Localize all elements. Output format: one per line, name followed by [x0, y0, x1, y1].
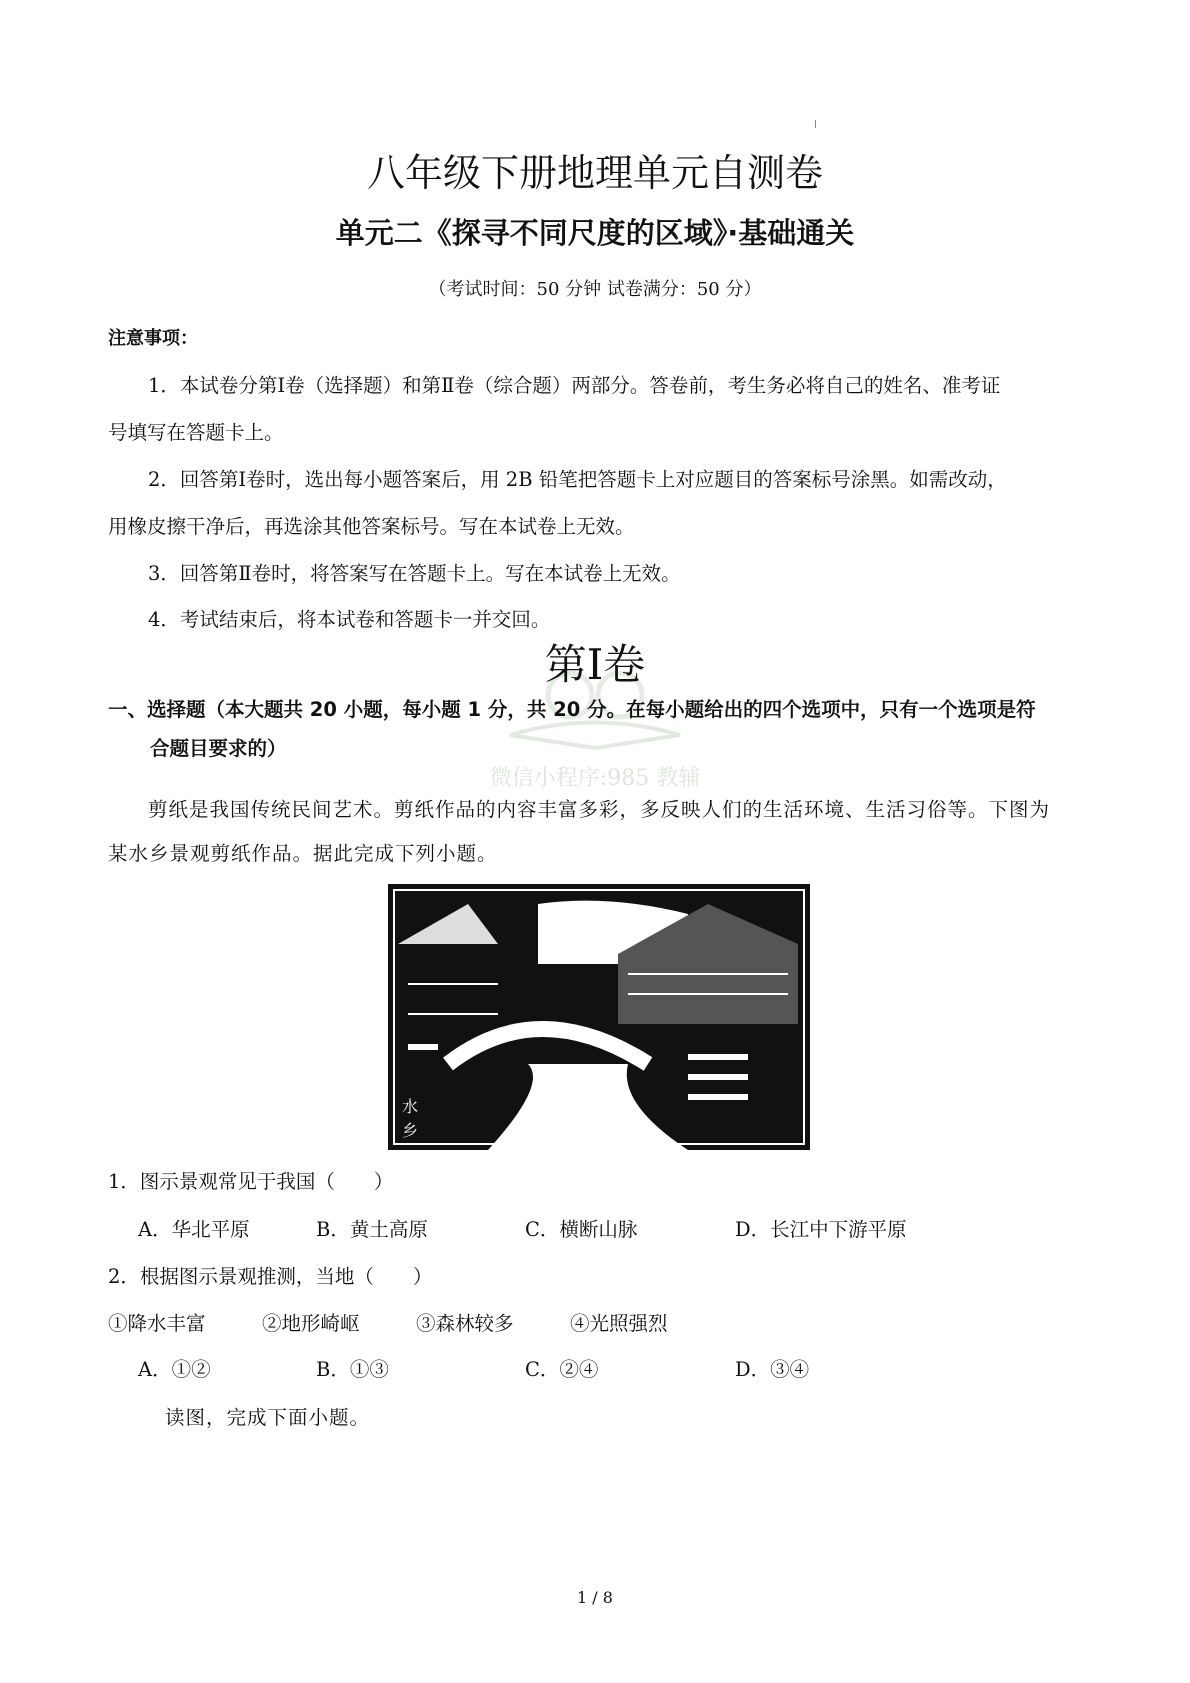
option-a[interactable]: A．华北平原: [138, 1218, 250, 1241]
section-heading-cont: 合题目要求的）: [150, 737, 287, 760]
next-prompt: 读图，完成下面小题。: [165, 1406, 371, 1429]
note-line: 2．回答第Ⅰ卷时，选出每小题答案后，用 2B 铅笔把答题卡上对应题目的答案标号涂黑。如需改动，: [148, 468, 1007, 491]
papercut-caption: 水: [402, 1097, 419, 1116]
note-line: 号填写在答题卡上。: [108, 421, 284, 444]
note-line: 3．回答第Ⅱ卷时，将答案写在答题卡上。写在本试卷上无效。: [148, 562, 681, 585]
question-1-options: [0, 1218, 1190, 1248]
note-line: 用橡皮擦干净后，再选涂其他答案标号。写在本试卷上无效。: [108, 515, 635, 538]
exam-info: （考试时间：50 分钟 试卷满分：50 分）: [428, 279, 762, 300]
notes-heading: 注意事项：: [108, 328, 198, 349]
statement: ③森林较多: [416, 1312, 514, 1335]
watermark-text: 微信小程序:985 教辅: [489, 766, 701, 791]
page-title: 八年级下册地理单元自测卷: [366, 151, 823, 195]
question-2-statements: [0, 1312, 1190, 1342]
option-b[interactable]: B．①③: [316, 1358, 389, 1381]
passage-line: 剪纸是我国传统民间艺术。剪纸作品的内容丰富多彩，多反映人们的生活环境、生活习俗等。下图为: [148, 798, 1051, 821]
passage-line: 某水乡景观剪纸作品。据此完成下列小题。: [108, 842, 498, 865]
question-1-stem: 1．图示景观常见于我国（ ）: [108, 1170, 394, 1193]
papercut-caption: 乡: [402, 1121, 419, 1140]
option-c[interactable]: C．②④: [525, 1358, 599, 1381]
papercut-image: [388, 884, 810, 1150]
note-line: 4．考试结束后，将本试卷和答题卡一并交回。: [148, 608, 551, 631]
option-d[interactable]: D．③④: [735, 1358, 810, 1381]
statement: ②地形崎岖: [262, 1312, 360, 1335]
statement: ④光照强烈: [570, 1312, 668, 1335]
volume-heading: 第Ⅰ卷: [544, 640, 646, 689]
page-number: 1 / 8: [577, 1588, 613, 1607]
option-b[interactable]: B．黄土高原: [316, 1218, 428, 1241]
option-c[interactable]: C．横断山脉: [525, 1218, 638, 1241]
option-a[interactable]: A．①②: [138, 1358, 211, 1381]
page-subtitle: 单元二《探寻不同尺度的区域》·基础通关: [335, 216, 855, 250]
statement: ①降水丰富: [108, 1312, 206, 1335]
section-heading: 一、选择题（本大题共 20 小题，每小题 1 分，共 20 分。在每小题给出的四个选项中，只有一个选项是符: [108, 698, 1036, 721]
note-line: 1．本试卷分第Ⅰ卷（选择题）和第Ⅱ卷（综合题）两部分。答卷前，考生务必将自己的姓名、准考证: [148, 374, 1001, 397]
option-d[interactable]: D．长江中下游平原: [735, 1218, 907, 1241]
question-2-stem: 2．根据图示景观推测，当地（ ）: [108, 1265, 433, 1288]
question-2-options: [0, 1358, 1190, 1388]
scan-mark: [815, 120, 816, 128]
